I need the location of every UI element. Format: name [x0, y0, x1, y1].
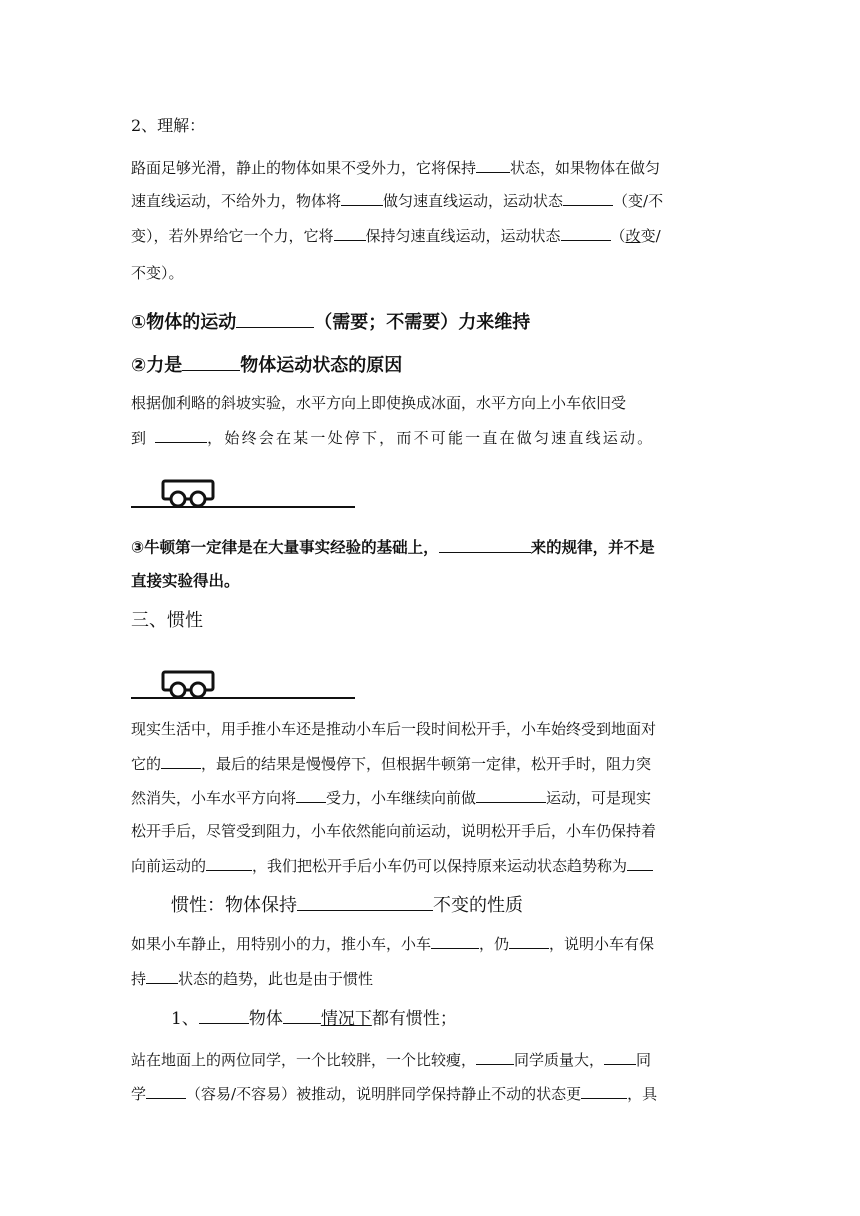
text: 保持匀速直线运动，运动状态 — [365, 227, 561, 245]
fill-blank[interactable] — [146, 1083, 186, 1099]
point-3 — [131, 536, 655, 558]
text: 来的规律，并不是 — [530, 538, 655, 557]
text: ③牛顿第一定律是在大量事实经验的基础上， — [131, 538, 439, 557]
text: 到 — [131, 429, 149, 447]
p3-line2 — [131, 753, 651, 774]
text: 状态的趋势，此也是由于惯性 — [178, 970, 374, 988]
text: （需要；不需要）力来维持 — [314, 312, 531, 333]
p3-line1 — [131, 719, 656, 739]
p1-line1 — [131, 157, 660, 178]
p1-line3 — [131, 225, 661, 246]
fill-blank[interactable] — [297, 892, 433, 911]
text: 如果小车静止，用特别小的力，推小车，小车 — [131, 935, 432, 953]
text: 然消失，小车水平方向将 — [131, 789, 297, 807]
text: 直接实验得出。 — [131, 572, 240, 590]
text: 它的 — [131, 755, 162, 773]
text: （变/不 — [613, 192, 664, 210]
text: 不变）。 — [131, 264, 184, 282]
text: 1、 — [171, 1009, 199, 1029]
text: ②力是 — [131, 355, 183, 376]
fill-blank[interactable] — [561, 225, 611, 241]
fill-blank[interactable] — [476, 157, 510, 173]
point-1 — [131, 309, 530, 333]
text: 同 — [636, 1051, 652, 1069]
text: 惯性：物体保持 — [171, 895, 297, 916]
cart-wheel-left — [171, 683, 185, 697]
text: 运动，可是现实 — [546, 789, 652, 807]
fill-blank[interactable] — [199, 1006, 249, 1024]
fill-blank[interactable] — [236, 309, 314, 328]
fill-blank[interactable] — [296, 787, 326, 803]
text: 持 — [131, 970, 147, 988]
text: ，说明小车有保 — [549, 935, 655, 953]
text: 变），若外界给它一个力，它将 — [131, 227, 334, 245]
fill-blank[interactable] — [283, 1006, 321, 1024]
text: 状态，如果物体在做匀 — [510, 159, 661, 177]
text: 速直线运动，不给外力，物体将 — [131, 192, 342, 210]
text: 变/ — [640, 227, 661, 245]
fill-blank[interactable] — [581, 1083, 627, 1099]
fill-blank[interactable] — [627, 855, 653, 871]
fill-blank[interactable] — [509, 933, 549, 949]
fill-blank[interactable] — [439, 536, 531, 553]
fill-blank[interactable] — [161, 753, 201, 769]
text: 路面足够光滑，静止的物体如果不受外力，它将保持 — [131, 159, 477, 177]
p4-line2 — [131, 968, 373, 989]
text: 学 — [131, 1085, 147, 1103]
section-3-heading: 三、惯性 — [131, 610, 203, 631]
text: ①物体的运动 — [131, 312, 237, 333]
p2-line2 — [131, 427, 654, 448]
text: 根据伽利略的斜坡实验，水平方向上即使换成冰面，水平方向上小车依旧受 — [131, 394, 627, 412]
fill-blank[interactable] — [431, 933, 479, 949]
cart-on-ground-diagram — [131, 478, 356, 510]
text: 受力，小车继续向前做 — [326, 789, 477, 807]
text: 都有惯性； — [371, 1009, 457, 1029]
inertia-item-1 — [171, 1006, 457, 1030]
text: 改 — [625, 227, 641, 245]
p5-line2 — [131, 1083, 657, 1104]
fill-blank[interactable] — [155, 427, 207, 443]
fill-blank[interactable] — [146, 968, 178, 984]
fill-blank[interactable] — [476, 787, 546, 803]
text: 现实生活中，用手推小车还是推动小车后一段时间松开手，小车始终受到地面对 — [131, 720, 657, 738]
p1-line4 — [131, 263, 184, 283]
text: 松开手后，尽管受到阻力，小车依然能向前运动，说明松开手后，小车仍保持着 — [131, 822, 657, 840]
cart-on-ground-diagram — [131, 669, 356, 701]
fill-blank[interactable] — [563, 190, 613, 206]
text: ，仍 — [479, 935, 510, 953]
text: ，始终会在某一处停下，而不可能一直在做匀速直线运动。 — [207, 429, 655, 447]
text: （ — [610, 227, 626, 245]
p3-line5 — [131, 855, 653, 876]
point-2 — [131, 352, 402, 376]
text: ，我们把松开手后小车仍可以保持原来运动状态趋势称为 — [252, 857, 628, 875]
p5-line1 — [131, 1049, 651, 1070]
point-3-cont — [131, 571, 240, 591]
p3-line4 — [131, 821, 656, 841]
cart-wheel-right — [191, 492, 205, 506]
p4-line1 — [131, 933, 654, 954]
section-2-heading: 2、理解： — [131, 116, 206, 135]
p2-line1 — [131, 393, 626, 413]
text: 不变的性质 — [433, 895, 523, 916]
fill-blank[interactable] — [341, 190, 383, 206]
text: 物体 — [248, 1009, 283, 1029]
fill-blank[interactable] — [206, 855, 252, 871]
fill-blank[interactable] — [476, 1049, 514, 1065]
text: 向前运动的 — [131, 857, 207, 875]
cart-wheel-left — [171, 492, 185, 506]
inertia-definition — [171, 892, 523, 918]
p3-line3 — [131, 787, 651, 808]
text: （容易/不容易）被推动，说明胖同学保持静止不动的状态更 — [186, 1085, 582, 1103]
text: 物体运动状态的原因 — [240, 355, 403, 376]
text: 做匀速直线运动，运动状态 — [383, 192, 564, 210]
text: ，最后的结果是慢慢停下，但根据牛顿第一定律，松开手时，阻力突 — [201, 755, 652, 773]
fill-blank[interactable] — [604, 1049, 636, 1065]
fill-blank[interactable] — [182, 352, 240, 371]
cart-wheel-right — [191, 683, 205, 697]
text: 同学质量大， — [514, 1051, 605, 1069]
text: 情况下 — [320, 1009, 372, 1029]
text: ，具 — [627, 1085, 658, 1103]
fill-blank[interactable] — [334, 225, 366, 241]
text: 站在地面上的两位同学，一个比较胖，一个比较瘦， — [131, 1051, 477, 1069]
p1-line2 — [131, 190, 663, 211]
